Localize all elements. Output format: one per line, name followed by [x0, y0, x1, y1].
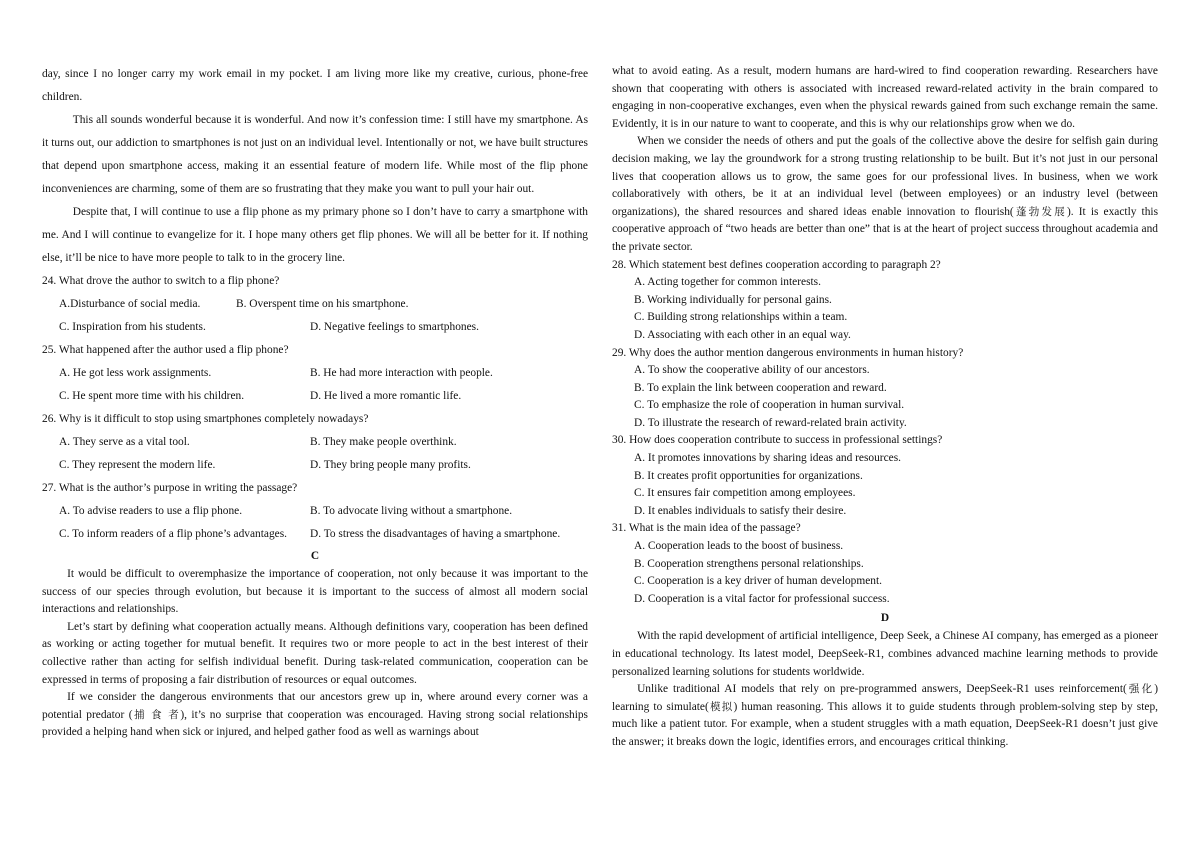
passage-b-paragraph: Despite that, I will continue to use a flip phone as my primary phone so I don’t have to carry a smartphone with me. And I will continue to evangelize for it. I hope many others get flip phones. We will all be better for it. If nothing else, it’ll be nice to have more people to talk to in the grocery line.: [42, 206, 588, 264]
text-run: When we consider the needs of others and put the goals of the collective above the desire for selfish gain during decision making, we lay the groundwork for a strong trusting relationship to be built. But it’s not just in our personal lives that cooperation allows us to grow, the same goes for our professional lives. In business, when we work collaboratively with others, be it at an individual level (between employees) or an industry level (between organizations), the shared resources and shared ideas enable innovation to flourish(: [612, 135, 1158, 218]
question-30: [612, 432, 1158, 520]
passage-c-paragraph: [612, 133, 1158, 256]
passage-c-paragraph: what to avoid eating. As a result, modern humans are hard-wired to find cooperation rewarding. Researchers have shown that cooperating with others is associated with increased reward-related activity in the brain compared to engaging in non-cooperative exchanges, even when the physical rewards gained from such exchange remain the same. Evidently, it is in our nature to want to cooperate, and this is why our relationships grow when we do.: [612, 65, 1158, 130]
chinese-gloss: 蓬勃发展: [1013, 205, 1068, 218]
option-c: C. He spent more time with his children.: [59, 390, 245, 402]
option-c: C. Cooperation is a key driver of human development.: [634, 575, 883, 588]
chinese-gloss: 模拟: [708, 700, 734, 713]
text-run: If we consider the dangerous environments that our ancestors grew up in, where around every corner was a potential predator (: [42, 691, 588, 721]
option-b: B. Overspent time on his smartphone.: [236, 298, 409, 310]
passage-d-paragraph: [612, 681, 1158, 751]
option-a: A.Disturbance of social media.: [59, 298, 201, 310]
option-b: B. He had more interaction with people.: [310, 367, 493, 379]
option-d: D. It enables individuals to satisfy their desire.: [634, 504, 847, 517]
option-d: D. Cooperation is a vital factor for professional success.: [634, 592, 890, 605]
question-stem: 31. What is the main idea of the passage?: [612, 522, 801, 535]
question-28: [612, 257, 1158, 345]
option-b: B. To advocate living without a smartphone.: [310, 505, 513, 517]
option-b: B. It creates profit opportunities for organizations.: [634, 469, 863, 482]
option-d: D. They bring people many profits.: [310, 459, 471, 471]
option-c: C. To inform readers of a flip phone’s advantages.: [59, 528, 288, 540]
option-a: A. Acting together for common interests.: [634, 276, 821, 289]
option-b: B. Working individually for personal gains.: [634, 293, 832, 306]
question-stem: 27. What is the author’s purpose in writing the passage?: [42, 482, 298, 494]
question-27: [42, 477, 588, 546]
option-d: D. Associating with each other in an equal way.: [634, 328, 851, 341]
text-run: Unlike traditional AI models that rely on pre-programmed answers, DeepSeek-R1 uses reinforcement(: [637, 683, 1127, 696]
section-heading-d: D: [880, 612, 890, 625]
option-c: C. Inspiration from his students.: [59, 321, 206, 333]
option-c: C. To emphasize the role of cooperation in human survival.: [634, 399, 905, 412]
passage-c-paragraph: Let’s start by defining what cooperation actually means. Although definitions vary, cooperation has been defined as working or acting together for mutual benefit. It requires two or more people to act in the best interest of their collective rather than acting for selfish individual benefit. During task-related communication, cooperation can be expressed in terms of proposing a fair distribution of resources or equal outcomes.: [42, 620, 588, 686]
question-stem: 29. Why does the author mention dangerous environments in human history?: [612, 346, 964, 359]
question-24: [42, 270, 588, 339]
question-stem: 24. What drove the author to switch to a flip phone?: [42, 275, 280, 287]
chinese-gloss: 强化: [1126, 683, 1155, 696]
chinese-gloss: 捕 食 者: [132, 708, 181, 721]
option-a: A. He got less work assignments.: [59, 367, 212, 379]
text-run: ) human reasoning. This allows it to guide students through problem-solving step by step, much like a patient tutor. For example, when a student struggles with a math equation, DeepSeek-R1 doesn’t just give the answer; it breaks down the logic, identifies errors, and encourages critical thinking.: [612, 700, 1158, 748]
option-c: C. They represent the modern life.: [59, 459, 216, 471]
question-options: [42, 431, 588, 477]
option-a: A. Cooperation leads to the boost of business.: [634, 540, 844, 553]
passage-c: [42, 546, 588, 742]
option-c: C. Building strong relationships within a team.: [634, 311, 848, 324]
question-25: [42, 339, 588, 408]
option-a: A. It promotes innovations by sharing ideas and resources.: [634, 452, 901, 465]
question-stem: 26. Why is it difficult to stop using smartphones completely nowadays?: [42, 413, 369, 425]
question-stem: 28. Which statement best defines cooperation according to paragraph 2?: [612, 258, 941, 271]
option-d: D. Negative feelings to smartphones.: [310, 321, 479, 333]
question-stem: 30. How does cooperation contribute to success in professional settings?: [612, 434, 943, 447]
option-a: A. They serve as a vital tool.: [59, 436, 190, 448]
option-c: C. It ensures fair competition among employees.: [634, 487, 856, 500]
passage-b-paragraph: day, since I no longer carry my work email in my pocket. I am living more like my creative, curious, phone-free children.: [42, 68, 588, 103]
question-29: [612, 345, 1158, 433]
question-stem: 25. What happened after the author used a flip phone?: [42, 344, 289, 356]
text-run: ), it’s no surprise that cooperation was encouraged. Having strong social relationships provided a helping hand when sick or injured, and helped gather food as well as warnings about: [42, 708, 588, 739]
passage-b-paragraph: This all sounds wonderful because it is wonderful. And now it’s confession time: I still have my smartphone. As it turns out, our addiction to smartphones is not just on an individual level. Intentionally or not, we have built structures that depend upon smartphone access, making it an essential feature of modern life. While most of the flip phone inconveniences are charming, some of them are so frustrating that they make you want to pull your hair out.: [42, 114, 588, 195]
option-b: B. They make people overthink.: [310, 436, 457, 448]
option-b: B. To explain the link between cooperation and reward.: [634, 381, 887, 394]
option-a: A. To advise readers to use a flip phone.: [59, 505, 243, 517]
option-d: D. To stress the disadvantages of having a smartphone.: [310, 528, 561, 540]
question-26: [42, 408, 588, 477]
text-run: ) learning to simulate(: [612, 683, 1158, 713]
option-d: D. To illustrate the research of reward-related brain activity.: [634, 416, 907, 429]
section-heading-c: C: [310, 550, 320, 562]
option-a: A. To show the cooperative ability of our ancestors.: [634, 364, 870, 377]
option-b: B. Cooperation strengthens personal relationships.: [634, 557, 864, 570]
right-column: [612, 63, 1158, 752]
option-d: D. He lived a more romantic life.: [310, 390, 462, 402]
passage-d-paragraph: With the rapid development of artificial intelligence, Deep Seek, a Chinese AI company, has emerged as a pioneer in educational technology. Its latest model, DeepSeek-R1, combines advanced machine learning methods to provide personalized learning solutions for students worldwide.: [612, 630, 1158, 678]
question-options: [42, 293, 588, 339]
left-column: [42, 63, 588, 742]
question-options: [42, 500, 588, 546]
passage-c-paragraph: It would be difficult to overemphasize the importance of cooperation, not only because it was important to the success of our species through evolution, but because it is important to the success of almost all modern social interactions and relationships.: [42, 568, 588, 616]
text-run: ). It is exactly this cooperative approach of “two heads are better than one” that is at the heart of project success throughout academia and the private sector.: [612, 205, 1159, 253]
passage-c-paragraph: [42, 689, 588, 742]
question-options: [42, 362, 588, 408]
question-31: [612, 520, 1158, 608]
